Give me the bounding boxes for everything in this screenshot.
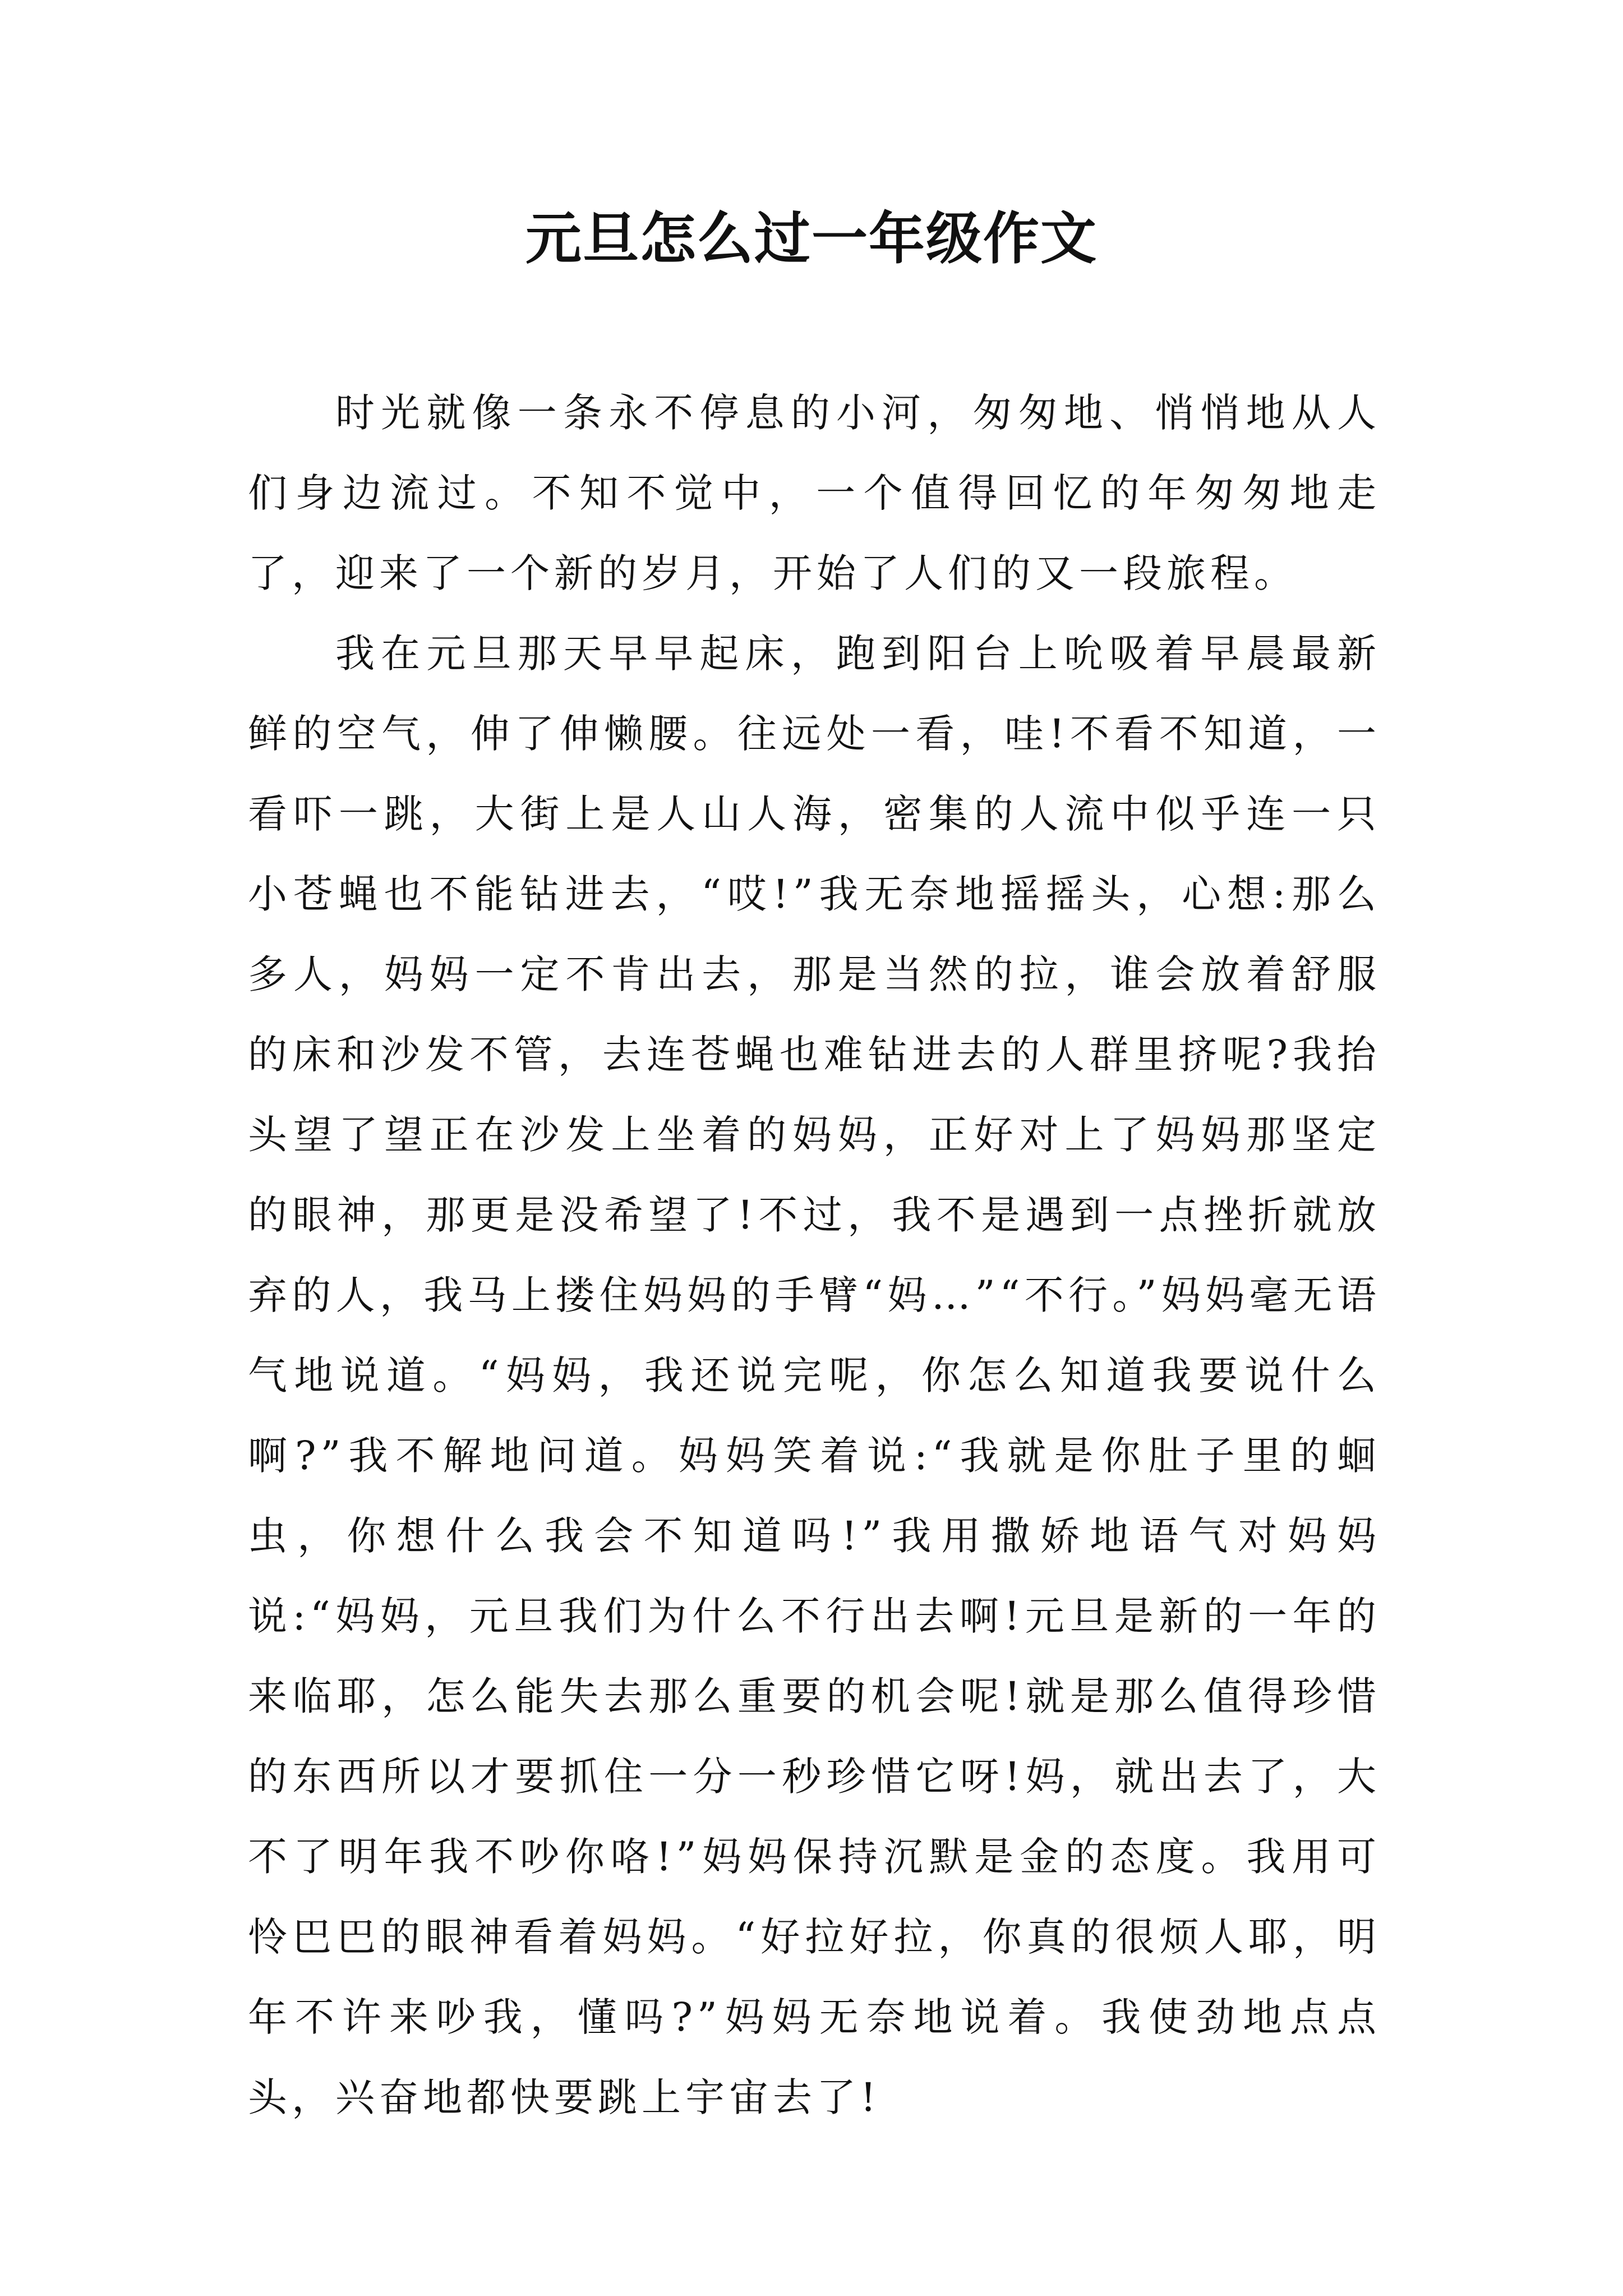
document-title: 元旦怎么过一年级作文	[525, 205, 1098, 272]
paragraph-2: 我在元旦那天早早起床，跑到阳台上吮吸着早晨最新鲜的空气，伸了伸懒腰。往远处一看，哇!不看不知道，一看吓一跳，大街上是人山人海，密集的人流中似乎连一只小苍蝇也不能钻进去，“哎!”我无奈地摇摇头，心想:那么多人，妈妈一定不肯出去，那是当然的拉，谁会放着舒服的床和沙发不管，去连苍蝇也难钻进去的人群里挤呢?我抬头望了望正在沙发上坐着的妈妈，正好对上了妈妈那坚定的眼神，那更是没希望了!不过，我不是遇到一点挫折就放弃的人，我马上搂住妈妈的手臂“妈…”“不行。”妈妈毫无语气地说道。“妈妈，我还说完呢，你怎么知道我要说什么啊?”我不解地问道。妈妈笑着说:“我就是你肚子里的蛔虫，你想什么我会不知道吗!”我用撒娇地语气对妈妈说:“妈妈，元旦我们为什么不行出去啊!元旦是新的一年的来临耶，怎么能失去那么重要的机会呢!就是那么值得珍惜的东西所以才要抓住一分一秒珍惜它呀!妈，就出去了，大不了明年我不吵你咯!”妈妈保持沉默是金的态度。我用可怜巴巴的眼神看着妈妈。“好拉好拉，你真的很烦人耶，明年不许来吵我，懂吗?”妈妈无奈地说着。我使劲地点点头，兴奋地都快要跳上宇宙去了!	[248, 631, 1381, 2120]
document-body	[248, 373, 1381, 2138]
paragraph-1: 时光就像一条永不停息的小河，匆匆地、悄悄地从人们身边流过。不知不觉中，一个值得回忆的年匆匆地走了，迎来了一个新的岁月，开始了人们的又一段旅程。	[248, 390, 1381, 596]
